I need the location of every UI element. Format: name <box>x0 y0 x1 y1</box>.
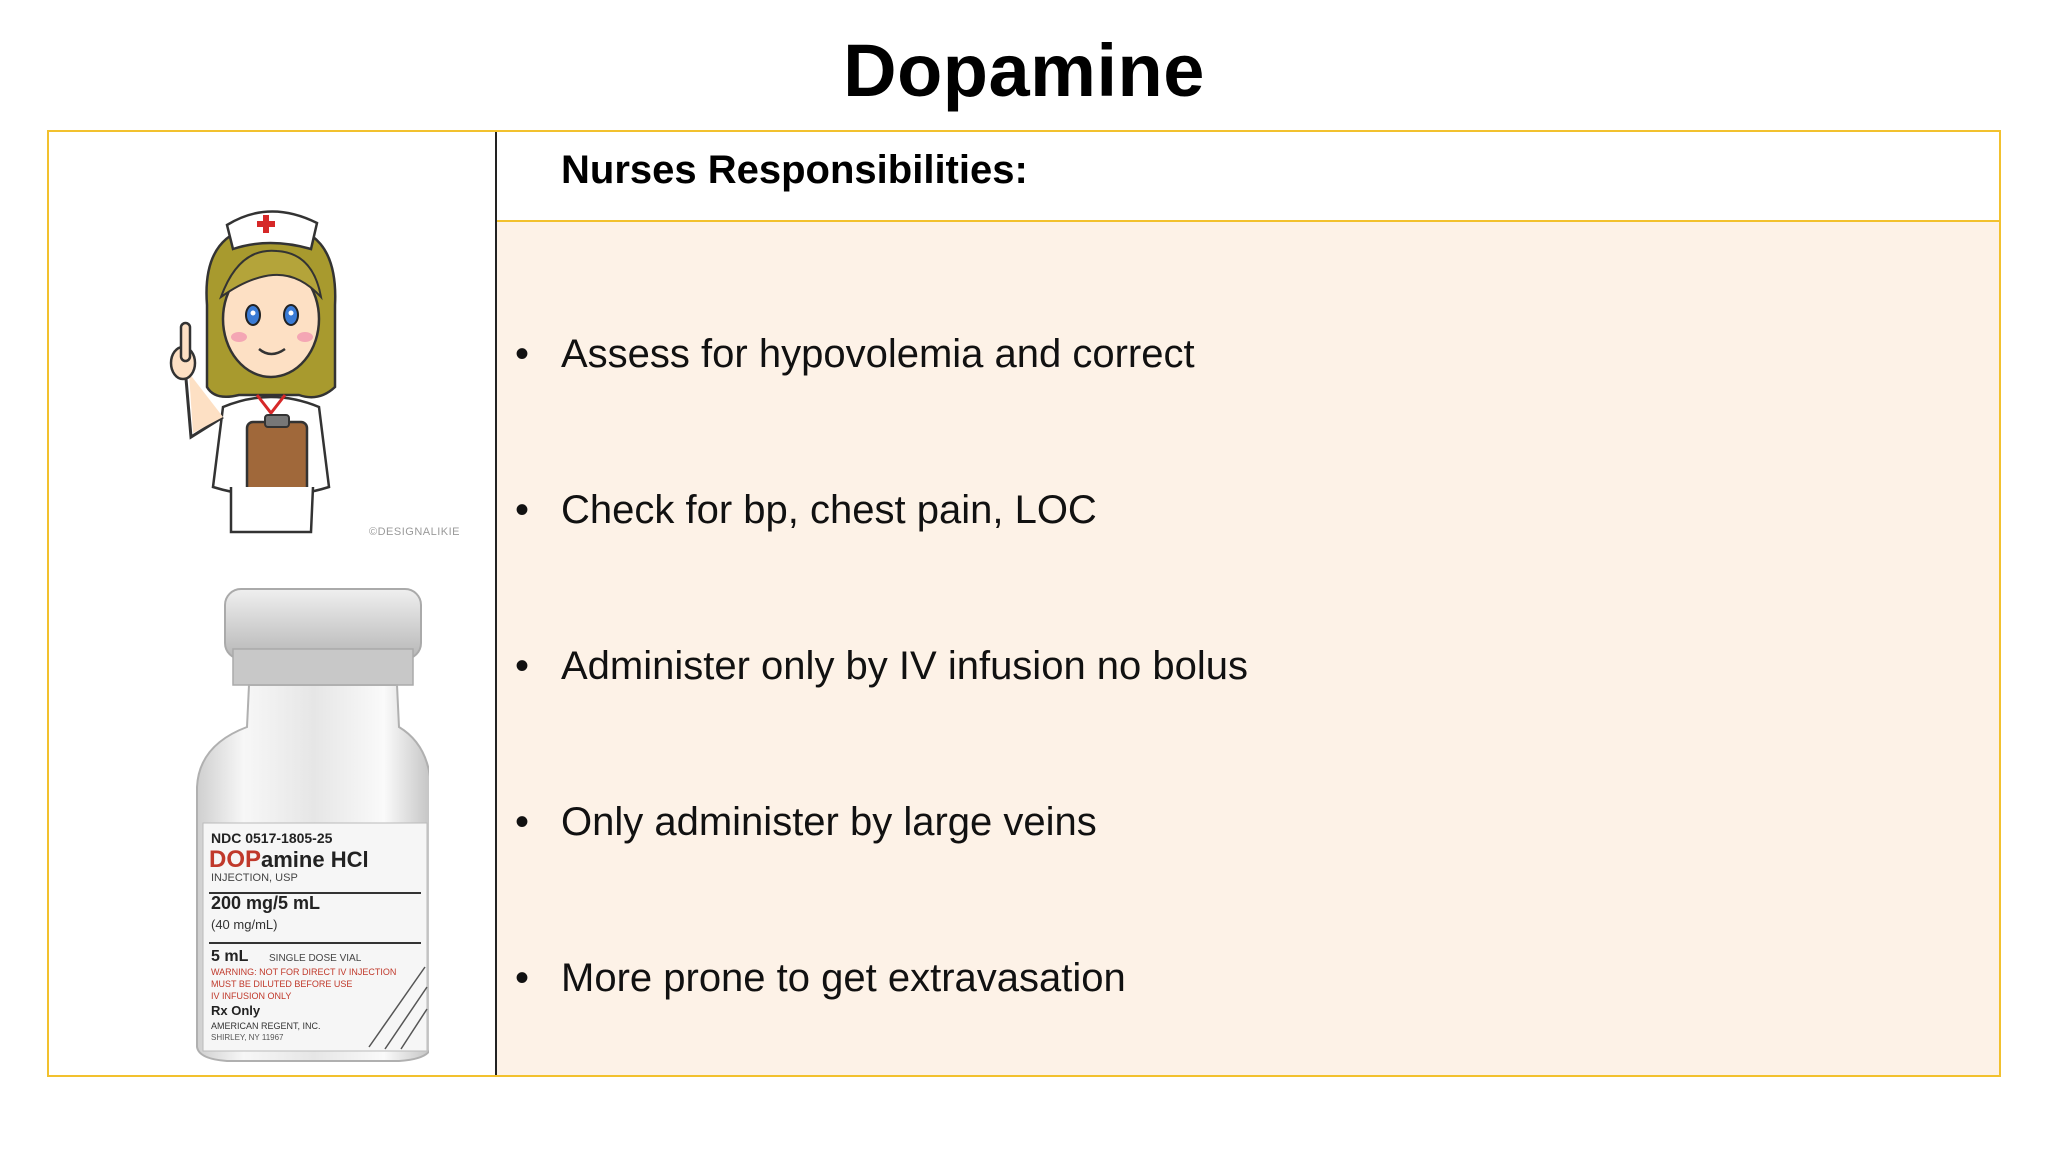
vial-city: SHIRLEY, NY 11967 <box>211 1033 284 1042</box>
bullet-item <box>497 324 1999 384</box>
nurse-illustration <box>149 187 449 537</box>
bullet-icon: • <box>515 488 530 532</box>
bullet-text: Only administer by large veins <box>561 800 1097 844</box>
vial-strength: 200 mg/5 mL <box>211 893 321 913</box>
bullet-icon: • <box>515 332 530 376</box>
table-header-cell <box>497 132 1999 222</box>
image-cell <box>49 132 497 1075</box>
vial-ndc: NDC 0517-1805-25 <box>211 830 333 846</box>
vial-concentration: (40 mg/mL) <box>211 917 278 932</box>
responsibilities-heading: Nurses Responsibilities: <box>561 148 1028 192</box>
vial-warning-1: WARNING: NOT FOR DIRECT IV INJECTION <box>211 967 397 977</box>
bullet-text: Assess for hypovolemia and correct <box>561 332 1195 376</box>
vial-drug-prefix: DOP <box>209 846 262 873</box>
bullet-icon: • <box>515 800 530 844</box>
dopamine-vial-image <box>129 587 429 1067</box>
bullet-item <box>497 480 1999 540</box>
vial-drug-suffix: amine HCl <box>261 847 369 872</box>
vial-volume: 5 mL <box>211 948 249 965</box>
image-credit: ©DESIGNALIKIE <box>369 526 461 538</box>
vial-warning-3: IV INFUSION ONLY <box>211 991 292 1001</box>
vial-form: INJECTION, USP <box>211 872 298 884</box>
vial-type: SINGLE DOSE VIAL <box>269 953 362 964</box>
bullet-item <box>497 636 1999 696</box>
bullet-item <box>497 948 1999 1008</box>
bullet-text: More prone to get extravasation <box>561 956 1126 1000</box>
bullet-icon: • <box>515 956 530 1000</box>
bullet-icon: • <box>515 644 530 688</box>
slide-title: Dopamine <box>843 29 1205 112</box>
bullet-text: Check for bp, chest pain, LOC <box>561 488 1097 532</box>
vial-rx: Rx Only <box>211 1003 261 1018</box>
vial-maker: AMERICAN REGENT, INC. <box>211 1021 321 1031</box>
bullet-item <box>497 792 1999 852</box>
vial-warning-2: MUST BE DILUTED BEFORE USE <box>211 979 353 989</box>
content-table <box>47 130 2001 1077</box>
responsibilities-cell <box>497 222 1999 1075</box>
bullet-text: Administer only by IV infusion no bolus <box>561 644 1249 688</box>
